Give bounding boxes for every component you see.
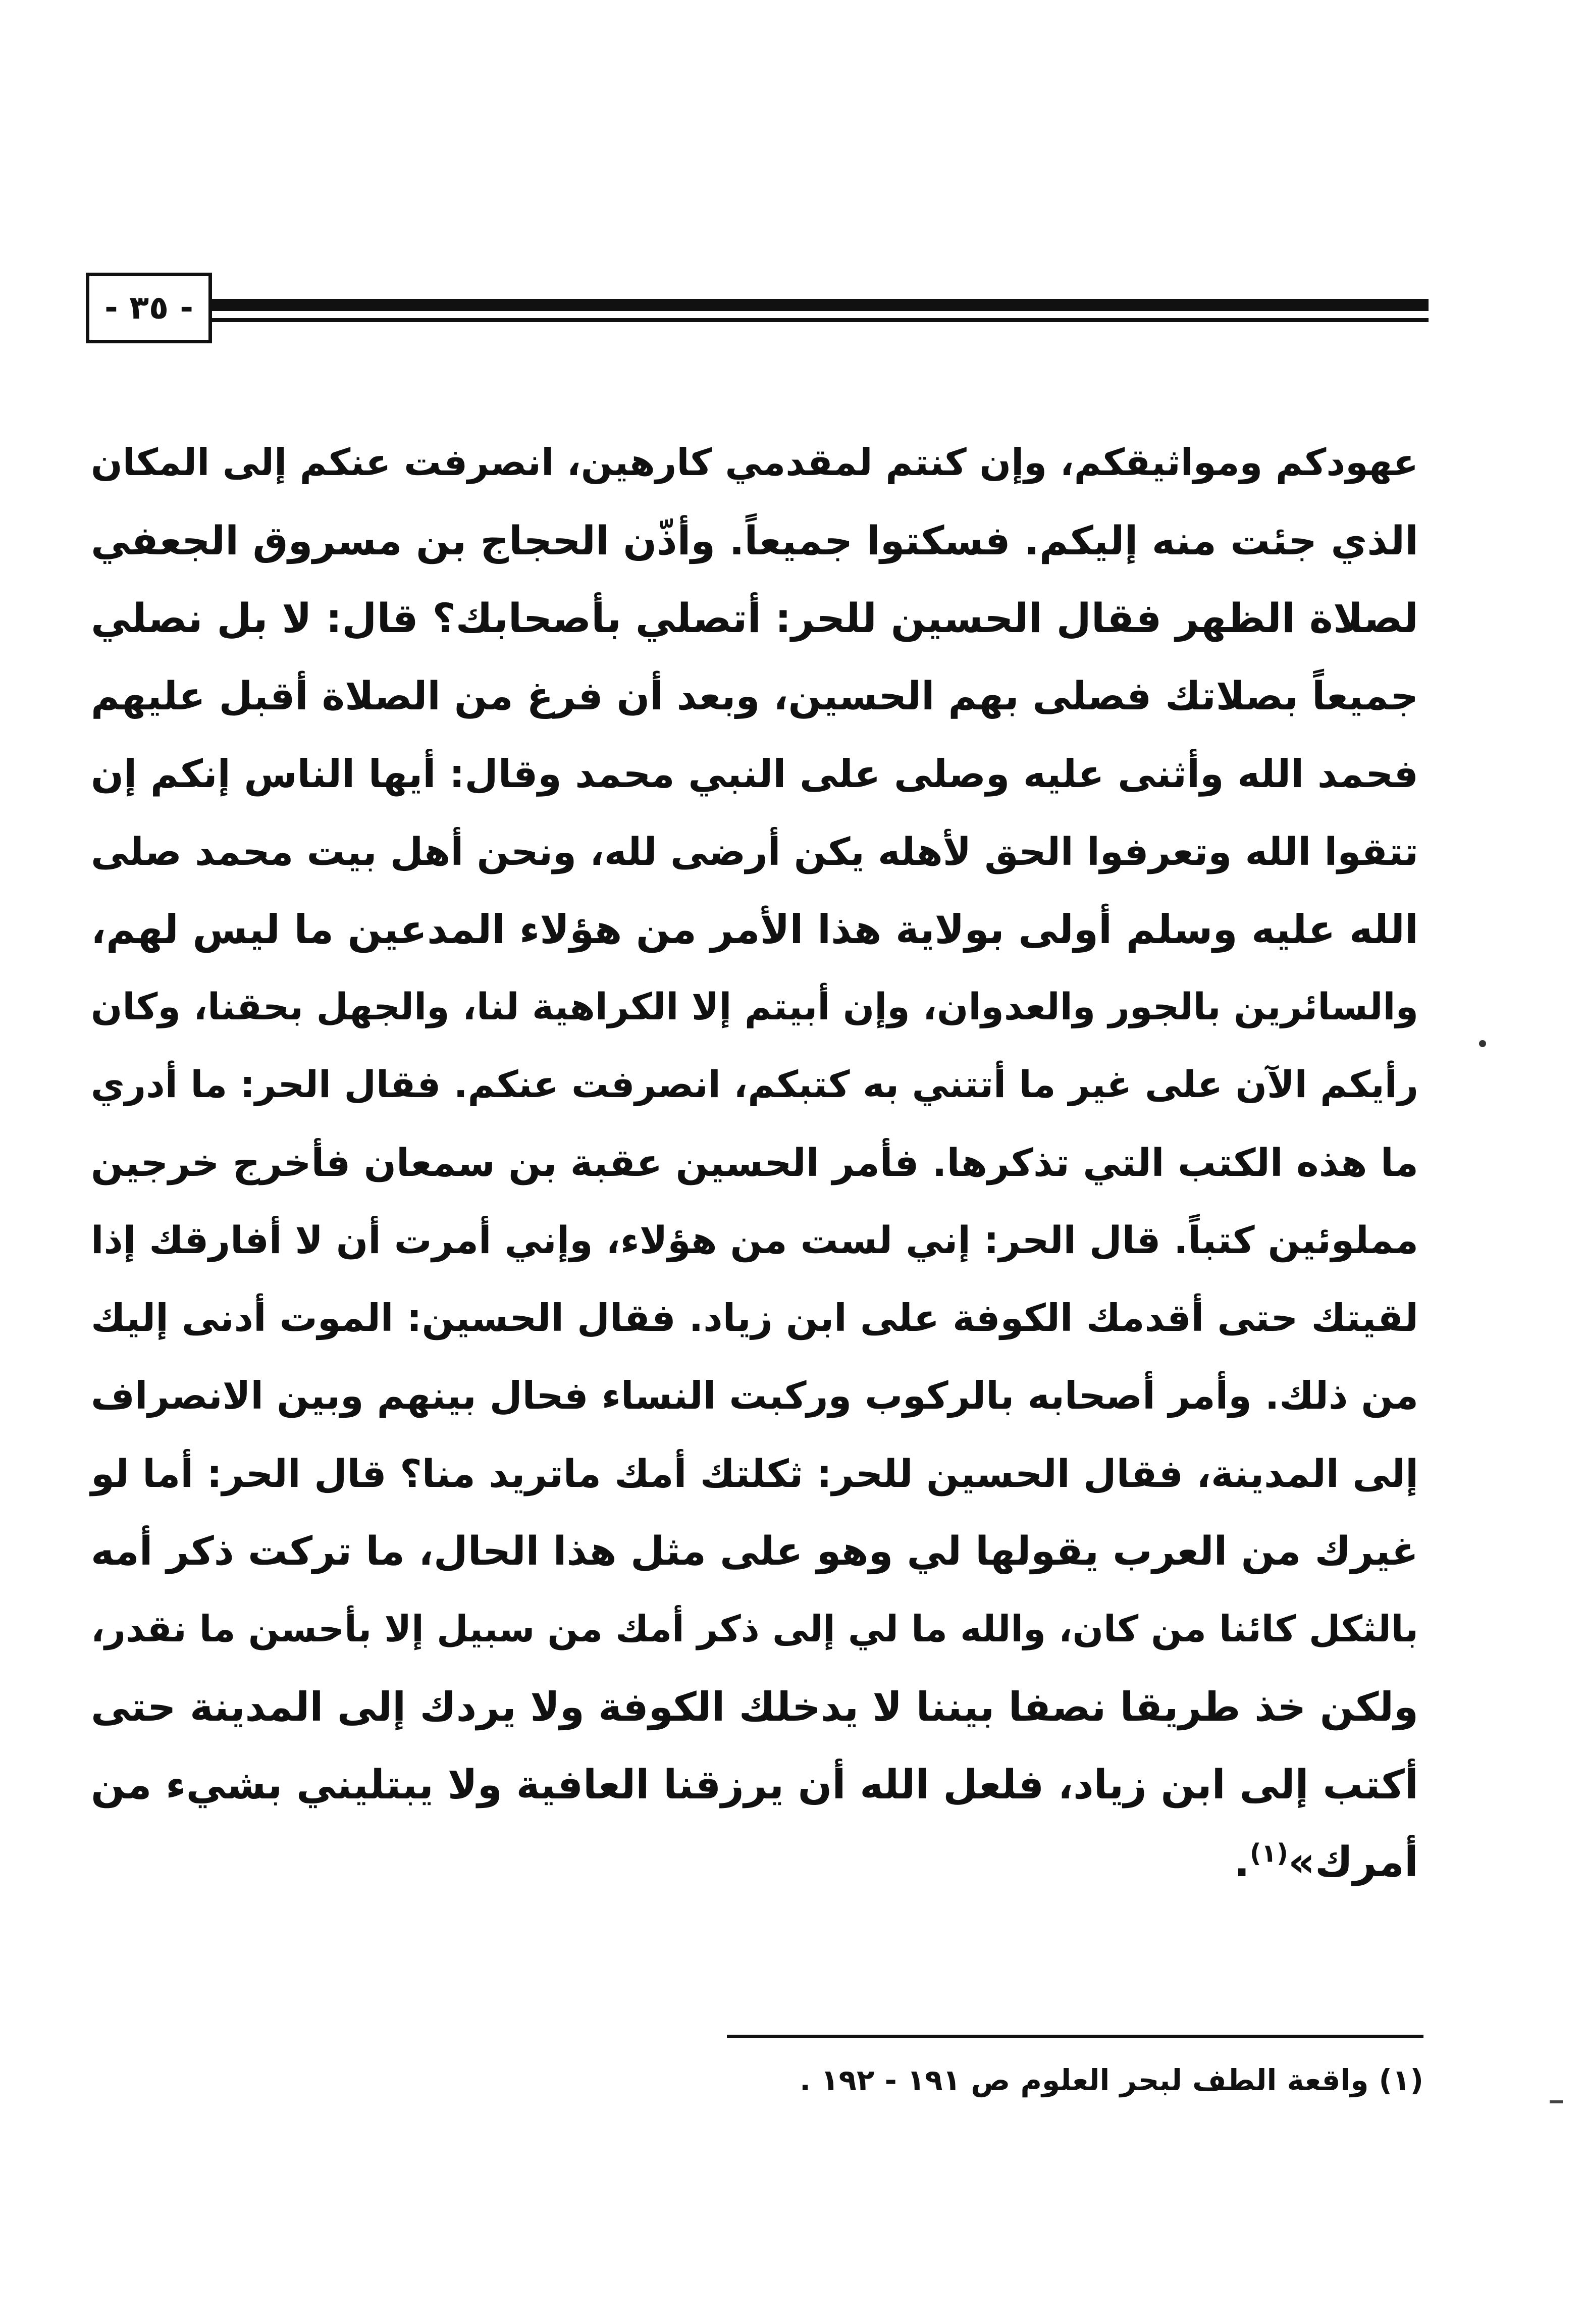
text-line: بالثكل كائنا من كان، والله ما لي إلى ذكر أمك من سبيل إلا بأحسن ما نقدر،: [91, 1608, 1418, 1650]
footnote-reference: (١): [1249, 1838, 1288, 1868]
text-line: تتقوا الله وتعرفوا الحق لأهله يكن أرضى لله، ونحن أهل بيت محمد صلى: [90, 830, 1418, 874]
text-line: ولكن خذ طريقا نصفا بيننا لا يدخلك الكوفة ولا يردك إلى المدينة حتى: [91, 1684, 1418, 1730]
header-rule-thick: [212, 299, 1429, 311]
text-line: ما هذه الكتب التي تذكرها. فأمر الحسين عقبة بن سمعان فأخرج خرجين: [91, 1141, 1418, 1185]
page-header: [86, 273, 1429, 348]
text-line: غيرك من العرب يقولها لي وهو على مثل هذا الحال، ما تركت ذكر أمه: [91, 1528, 1418, 1574]
text-line: مملوئين كتباً. قال الحر: إني لست من هؤلاء، وإني أمرت أن لا أفارقك إذا: [91, 1218, 1418, 1262]
footnote: (١) واقعة الطف لبحر العلوم ص ١٩١ - ١٩٢ .: [799, 2063, 1423, 2097]
last-line-text: أمرك»: [1288, 1838, 1418, 1886]
text-line: رأيكم الآن على غير ما أتتني به كتبكم، انصرفت عنكم. فقال الحر: ما أدري: [90, 1063, 1418, 1106]
text-line: جميعاً بصلاتك فصلى بهم الحسين، وبعد أن فرغ من الصلاة أقبل عليهم: [91, 674, 1418, 719]
text-line: الذي جئت منه إليكم. فسكتوا جميعاً. وأذّن الحجاج بن مسروق الجعفي: [91, 518, 1418, 564]
footnote-separator: [727, 2035, 1423, 2038]
text-line: عهودكم ومواثيقكم، وإن كنتم لمقدمي كارهين، انصرفت عنكم إلى المكان: [91, 441, 1418, 484]
text-line: أكتب إلى ابن زياد، فلعل الله أن يرزقنا العافية ولا يبتليني بشيء من: [91, 1761, 1418, 1808]
final-period: .: [1234, 1838, 1250, 1886]
scan-mark: [1550, 2100, 1563, 2103]
text-line: من ذلك. وأمر أصحابه بالركوب وركبت النساء فحال بينهم وبين الانصراف: [91, 1374, 1418, 1418]
page-number: - ٣٥ -: [86, 273, 212, 343]
text-line-last: [91, 1824, 1418, 1901]
body-text: [91, 424, 1418, 1901]
text-line: لقيتك حتى أقدمك الكوفة على ابن زياد. فقال الحسين: الموت أدنى إليك: [91, 1296, 1418, 1340]
text-line: لصلاة الظهر فقال الحسين للحر: أتصلي بأصحابك؟ قال: لا بل نصلي: [91, 595, 1418, 642]
scan-speck: [1479, 1040, 1486, 1047]
text-line: إلى المدينة، فقال الحسين للحر: ثكلتك أمك ماتريد منا؟ قال الحر: أما لو: [91, 1452, 1418, 1496]
text-line: الله عليه وسلم أولى بولاية هذا الأمر من هؤلاء المدعين ما ليس لهم،: [91, 906, 1418, 953]
text-line: والسائرين بالجور والعدوان، وإن أبيتم إلا الكراهية لنا، والجهل بحقنا، وكان: [91, 986, 1418, 1028]
text-line: فحمد الله وأثنى عليه وصلى على النبي محمد وقال: أيها الناس إنكم إن: [91, 751, 1418, 796]
header-rule-thin: [212, 318, 1429, 322]
